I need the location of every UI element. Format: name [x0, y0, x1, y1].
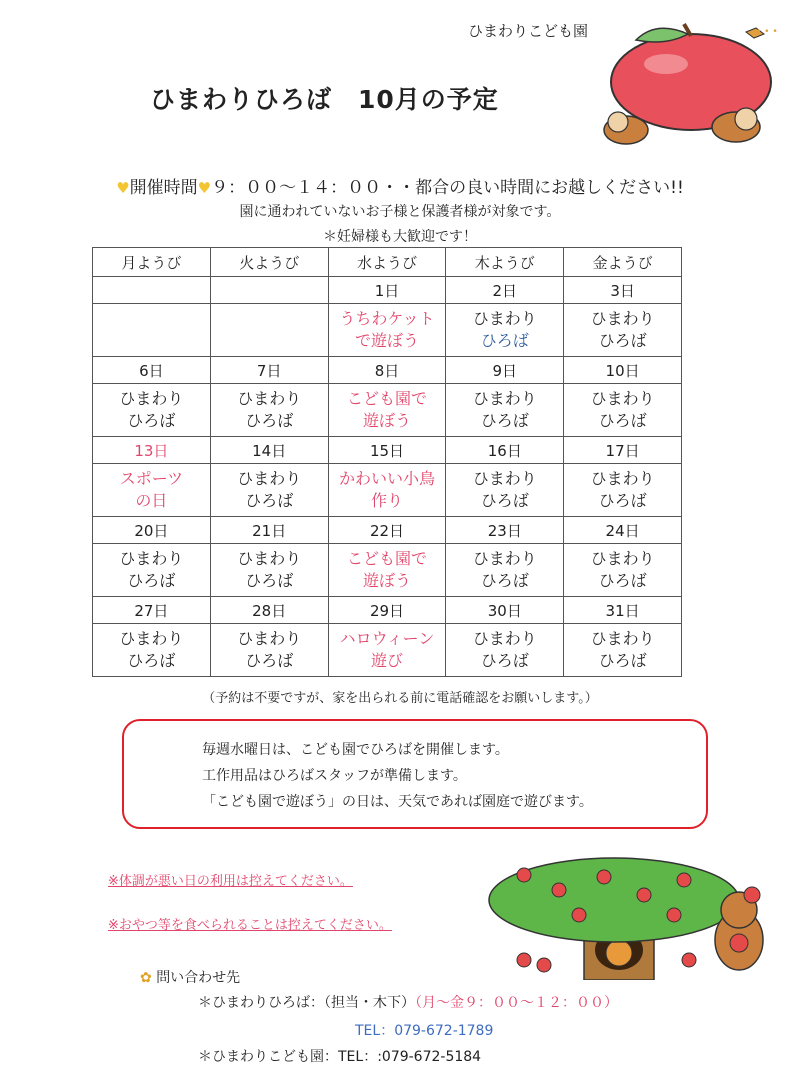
date-cell: 31日 [564, 597, 682, 624]
event-label-line: ひまわり [590, 549, 655, 568]
calendar-header-row [93, 248, 682, 277]
hours-text: ９：００〜１４：００・・都合の良い時間にお越しください!! [211, 178, 684, 198]
reservation-note: （予約は不要ですが、家を出られる前に電話確認をお願いします。） [202, 691, 598, 706]
event-label-line: 遊ぼう [362, 411, 411, 430]
heart-icon: ♥ [197, 179, 212, 197]
day-header-tue: 火ようび [210, 248, 328, 277]
event-label-line: の日 [135, 491, 168, 510]
date-cell: 15日 [328, 437, 446, 464]
sunflower-icon: ✿ [140, 970, 152, 986]
event-label-line: うちわケット [339, 309, 435, 328]
day-header-wed: 水ようび [328, 248, 446, 277]
date-cell: 13日 [93, 437, 211, 464]
event-cell [93, 384, 211, 437]
event-label-line: ひろば [480, 491, 529, 510]
date-cell: 30日 [446, 597, 564, 624]
event-cell [328, 624, 446, 677]
event-label-line: ひろば [598, 411, 647, 430]
event-label-line: ひろば [480, 331, 529, 350]
notice-line: 工作用品はひろばスタッフが準備します。 [202, 768, 467, 784]
event-label-line: スポーツ [119, 469, 184, 488]
event-cell [210, 304, 328, 357]
date-cell: 10日 [564, 357, 682, 384]
event-cell [446, 544, 564, 597]
event-label-line: ひろば [480, 651, 529, 670]
event-cell [446, 304, 564, 357]
notice-line: 毎週水曜日は、こども園でひろばを開催します。 [202, 742, 509, 758]
event-label-line: ひまわり [119, 629, 184, 648]
event-label-line: 作り [370, 491, 403, 510]
event-cell [446, 464, 564, 517]
date-row [93, 597, 682, 624]
event-cell [93, 464, 211, 517]
event-label-line: こども園で [346, 549, 427, 568]
snack-warning: ※おやつ等を食べられることは控えてください。 [108, 918, 392, 933]
event-row [93, 544, 682, 597]
page-title: ひまわりひろば 10月の予定 [150, 85, 499, 114]
svg-text:• • •: • • • [756, 27, 778, 37]
event-cell [210, 464, 328, 517]
date-row [93, 357, 682, 384]
event-cell [564, 464, 682, 517]
date-cell: 7日 [210, 357, 328, 384]
event-cell [564, 624, 682, 677]
event-label-line: ひろば [245, 571, 294, 590]
day-header-fri: 金ようび [564, 248, 682, 277]
event-cell [210, 384, 328, 437]
event-row [93, 464, 682, 517]
event-cell [210, 624, 328, 677]
event-label-line: ひまわり [472, 469, 537, 488]
health-warning: ※体調が悪い日の利用は控えてください。 [108, 874, 353, 889]
school-contact: ＊ひまわりこども園：TEL：:079-672-5184 [198, 1049, 482, 1065]
date-cell: 14日 [210, 437, 328, 464]
event-cell [564, 304, 682, 357]
date-cell: 22日 [328, 517, 446, 544]
date-cell: 16日 [446, 437, 564, 464]
notice-line: 「こども園で遊ぼう」の日は、天気であれば園庭で遊びます。 [202, 794, 593, 810]
event-label-line: 遊び [370, 651, 403, 670]
event-label-line: ひろば [598, 651, 647, 670]
hiroba-hours: （月〜金９：００〜１２：００） [415, 995, 618, 1011]
date-cell: 2日 [446, 277, 564, 304]
event-label-line: ひまわり [472, 389, 537, 408]
date-cell: 21日 [210, 517, 328, 544]
event-label-line: ハロウィーン [339, 629, 435, 648]
event-cell [328, 384, 446, 437]
event-label-line: ひろば [480, 571, 529, 590]
date-cell: 17日 [564, 437, 682, 464]
event-label-line: ひまわり [472, 549, 537, 568]
date-cell [93, 277, 211, 304]
event-cell [446, 384, 564, 437]
event-label-line: 遊ぼう [362, 571, 411, 590]
event-label-line: ひまわり [590, 309, 655, 328]
event-label-line: ひまわり [590, 469, 655, 488]
date-cell: 27日 [93, 597, 211, 624]
notice-box [122, 719, 708, 829]
event-label-line: ひろば [127, 651, 176, 670]
date-cell: 9日 [446, 357, 564, 384]
event-label-line: ひろば [480, 411, 529, 430]
date-cell: 6日 [93, 357, 211, 384]
contact-heading [140, 967, 240, 987]
event-label-line: ひまわり [237, 389, 302, 408]
hiroba-phone: TEL：079-672-1789 [355, 1023, 494, 1039]
event-row [93, 304, 682, 357]
event-label-line: ひろば [127, 571, 176, 590]
hiroba-name: ＊ひまわりひろば：（担当・木下） [198, 995, 415, 1011]
hiroba-contact [198, 992, 618, 1012]
event-label-line: ひまわり [119, 389, 184, 408]
event-label-line: で遊ぼう [354, 331, 419, 350]
event-cell [328, 544, 446, 597]
organization-name: ひまわりこども園 [468, 22, 589, 40]
date-cell: 28日 [210, 597, 328, 624]
date-cell: 1日 [328, 277, 446, 304]
event-label-line: かわいい小鳥 [338, 469, 435, 488]
date-cell: 23日 [446, 517, 564, 544]
event-label-line: ひろば [245, 651, 294, 670]
event-label-line: ひまわり [472, 629, 537, 648]
event-label-line: ひまわり [237, 549, 302, 568]
event-label-line: ひろば [598, 331, 647, 350]
event-label-line: こども園で [346, 389, 427, 408]
hours-label: 開催時間 [129, 178, 198, 198]
event-cell [93, 544, 211, 597]
event-label-line: ひまわり [590, 389, 655, 408]
date-cell: 24日 [564, 517, 682, 544]
event-cell [564, 544, 682, 597]
date-cell: 29日 [328, 597, 446, 624]
welcome-note: ＊妊婦様も大歓迎です！ [323, 229, 477, 245]
day-header-mon: 月ようび [93, 248, 211, 277]
event-row [93, 624, 682, 677]
calendar-table [92, 247, 682, 677]
hours-line [0, 173, 800, 198]
target-audience: 園に通われていないお子様と保護者様が対象です。 [239, 204, 561, 220]
date-cell: 20日 [93, 517, 211, 544]
date-row [93, 437, 682, 464]
event-cell [328, 304, 446, 357]
event-cell [93, 304, 211, 357]
date-row [93, 517, 682, 544]
event-label-line: ひろば [598, 491, 647, 510]
heart-icon: ♥ [116, 179, 130, 197]
event-cell [446, 624, 564, 677]
event-cell [328, 464, 446, 517]
event-cell [93, 624, 211, 677]
event-label-line: ひまわり [237, 629, 302, 648]
date-cell [210, 277, 328, 304]
event-label-line: ひろば [127, 411, 176, 430]
event-cell [210, 544, 328, 597]
date-row [93, 277, 682, 304]
day-header-thu: 木ようび [446, 248, 564, 277]
event-label-line: ひろば [598, 571, 647, 590]
event-label-line: ひまわり [237, 469, 302, 488]
date-cell: 3日 [564, 277, 682, 304]
contact-heading-label: 問い合わせ先 [156, 970, 241, 986]
apple-illustration [596, 22, 786, 152]
apple-tree-illustration [484, 855, 774, 980]
date-cell: 8日 [328, 357, 446, 384]
event-label-line: ひろば [245, 411, 294, 430]
event-label-line: ひまわり [590, 629, 655, 648]
event-row [93, 384, 682, 437]
event-label-line: ひまわり [119, 549, 184, 568]
event-label-line: ひろば [245, 491, 294, 510]
event-cell [564, 384, 682, 437]
event-label-line: ひまわり [472, 309, 537, 328]
